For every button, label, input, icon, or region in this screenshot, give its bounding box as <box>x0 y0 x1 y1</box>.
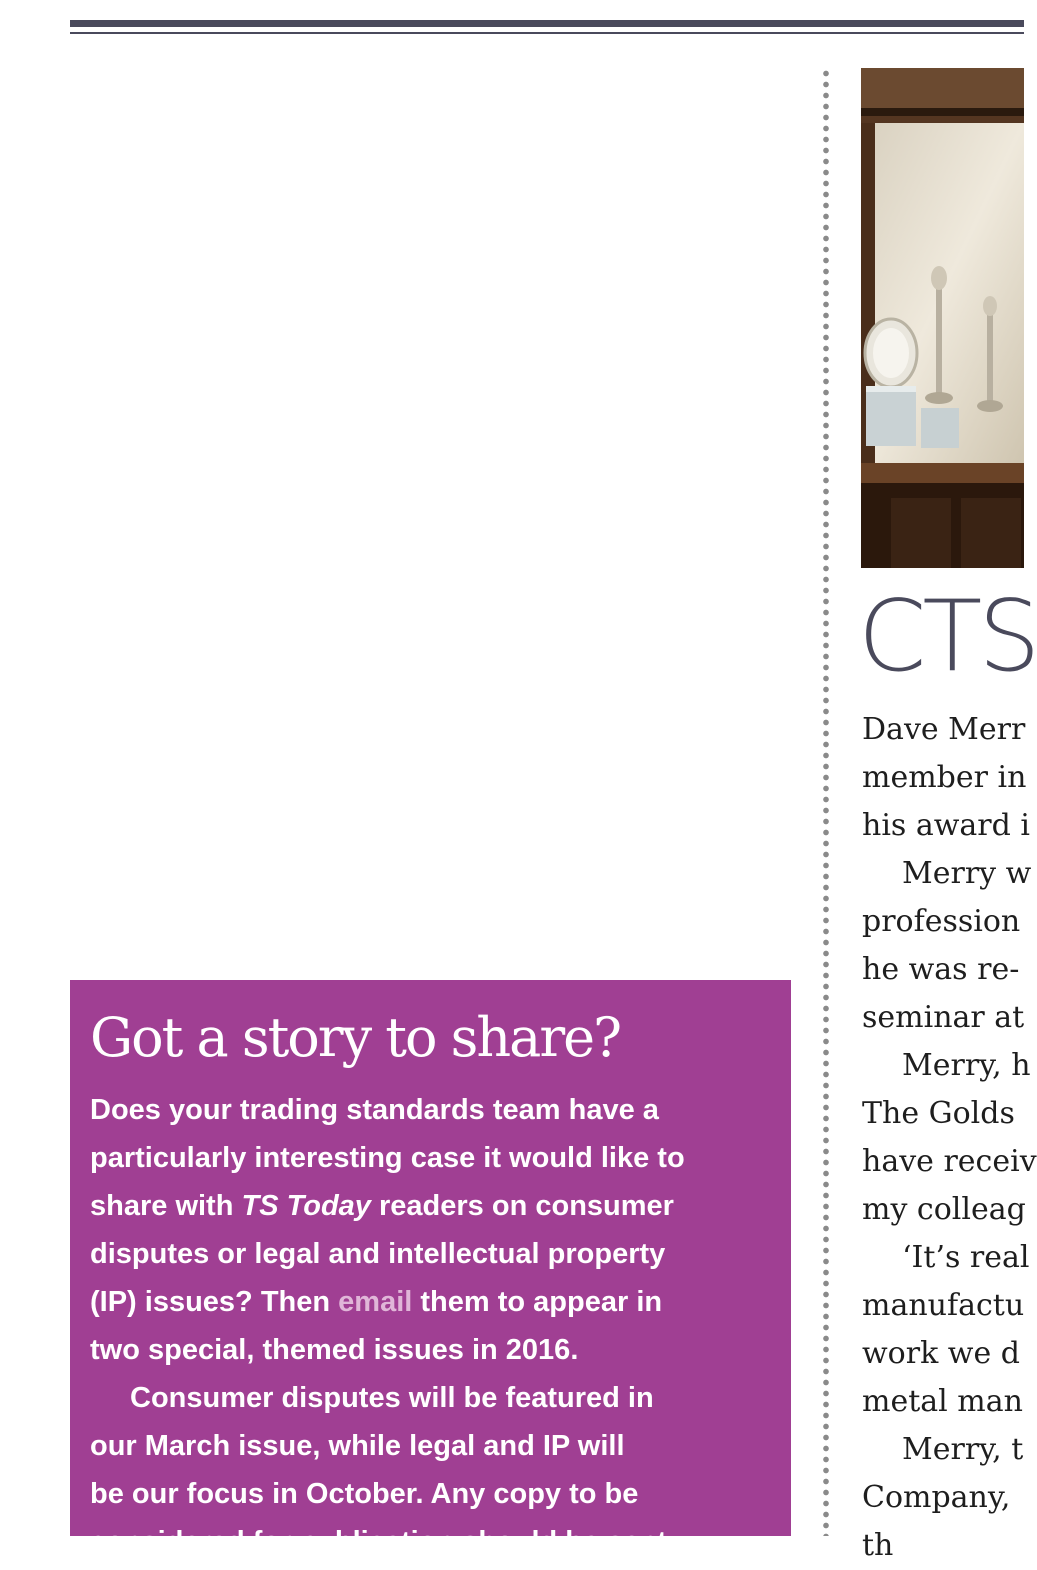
article-line: profession <box>862 904 1021 939</box>
callout-body <box>90 1086 780 1566</box>
callout-line: Does your trading standards team have a <box>90 1094 659 1126</box>
article-line: metal man <box>862 1384 1023 1419</box>
callout-line: disputes or legal and intellectual property <box>90 1238 666 1270</box>
article-line: he was re- <box>862 952 1020 987</box>
callout-line: two special, themed issues in 2016. <box>90 1334 579 1366</box>
article-line: work we d <box>862 1336 1020 1371</box>
article-photo <box>861 68 1024 568</box>
callout-text: (IP) issues? Then <box>90 1286 339 1318</box>
callout-line: our March issue, while legal and IP will <box>90 1430 625 1462</box>
article-line: ‘It’s real <box>902 1240 1030 1275</box>
top-rule-thick <box>70 20 1024 27</box>
email-link[interactable]: email <box>338 1286 413 1318</box>
callout-line <box>90 1182 780 1230</box>
article-line: Merry, h <box>902 1048 1031 1083</box>
callout-line: particularly interesting case it would like to <box>90 1142 685 1174</box>
story-callout-box <box>70 980 791 1558</box>
article-line: Merry, t <box>902 1432 1024 1467</box>
article-line: have receiv <box>862 1144 1037 1179</box>
top-rule-thin <box>70 32 1024 34</box>
dotted-column-divider <box>822 68 830 1536</box>
callout-title: Got a story to share? <box>90 1006 621 1069</box>
article-line: his award i <box>862 808 1030 843</box>
article-body <box>862 706 1037 1570</box>
article-line: manufactu <box>862 1288 1025 1323</box>
article-line: th <box>862 1528 894 1563</box>
article-line: Company, <box>862 1480 1011 1515</box>
publication-name: TS Today <box>241 1190 371 1222</box>
article-line: The Golds <box>862 1096 1015 1131</box>
callout-text: them to appear in <box>412 1286 663 1318</box>
callout-line <box>90 1278 780 1326</box>
article-headline: CTS <box>858 580 1037 694</box>
callout-line: Consumer disputes will be featured in <box>130 1382 654 1414</box>
callout-text: readers on consumer <box>370 1190 674 1222</box>
article-line: my colleag <box>862 1192 1026 1227</box>
article-line: seminar at <box>862 1000 1025 1035</box>
article-line: Dave Merr <box>862 712 1026 747</box>
article-line: Merry w <box>902 856 1032 891</box>
callout-line: be our focus in October. Any copy to be <box>90 1478 639 1510</box>
callout-text: share with <box>90 1190 242 1222</box>
callout-line: considered for publication should be sent <box>90 1526 667 1558</box>
article-line: member in <box>862 760 1027 795</box>
